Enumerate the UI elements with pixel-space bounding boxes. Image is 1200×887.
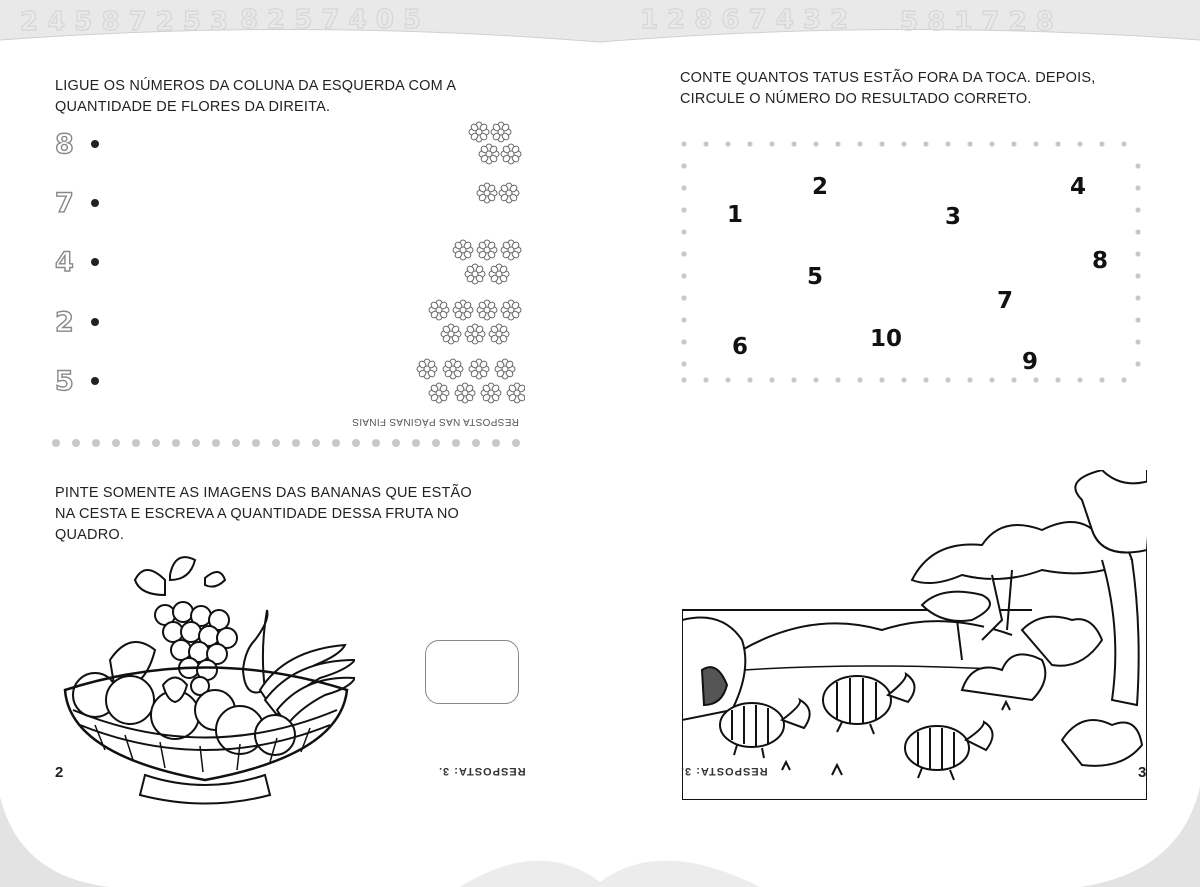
connect-dot[interactable] xyxy=(91,140,99,148)
frame-dot xyxy=(901,141,906,146)
frame-dot xyxy=(681,229,686,234)
frame-dot xyxy=(681,317,686,322)
connect-dot[interactable] xyxy=(91,258,99,266)
divider-dot xyxy=(52,439,60,447)
flower-group-icon xyxy=(427,298,525,348)
frame-dot xyxy=(923,141,928,146)
frame-dot xyxy=(813,377,818,382)
frame-dot xyxy=(835,141,840,146)
instruction-line: QUADRO. xyxy=(55,527,125,543)
page-number: 2 xyxy=(55,764,64,781)
connect-dot[interactable] xyxy=(91,199,99,207)
number-row xyxy=(55,248,525,278)
frame-dot xyxy=(1135,273,1140,278)
frame-dot xyxy=(989,141,994,146)
frame-dot xyxy=(1055,141,1060,146)
outline-number: 4 xyxy=(55,247,74,278)
frame-dot xyxy=(725,377,730,382)
frame-dot xyxy=(1135,185,1140,190)
frame-dot xyxy=(681,141,686,146)
frame-dot xyxy=(967,377,972,382)
answer-note-upside-down: RESPOSTA NAS PÁGINAS FINAIS xyxy=(352,416,519,427)
outline-number: 7 xyxy=(55,188,74,219)
frame-dot xyxy=(681,361,686,366)
divider-dot xyxy=(392,439,400,447)
frame-dot xyxy=(681,163,686,168)
frame-dot xyxy=(1135,317,1140,322)
divider-dot xyxy=(412,439,420,447)
svg-text:8 2 5 7 4 0 5: 8 2 5 7 4 0 5 xyxy=(240,5,421,35)
divider-dot xyxy=(312,439,320,447)
divider-dot xyxy=(112,439,120,447)
connect-dot[interactable] xyxy=(91,318,99,326)
exercise1-instruction xyxy=(55,76,456,118)
frame-dot xyxy=(1135,251,1140,256)
divider-dot xyxy=(512,439,520,447)
divider-dot xyxy=(92,439,100,447)
frame-dot xyxy=(681,273,686,278)
frame-dot xyxy=(1011,377,1016,382)
frame-dot xyxy=(681,207,686,212)
armadillo-scene-illustration xyxy=(682,470,1147,800)
divider-dot xyxy=(212,439,220,447)
instruction-line: QUANTIDADE DE FLORES DA DIREITA. xyxy=(55,99,331,115)
frame-dot xyxy=(945,141,950,146)
divider-dot xyxy=(272,439,280,447)
svg-text:1 2 8 6 7 4 3 2: 1 2 8 6 7 4 3 2 xyxy=(640,5,849,35)
frame-dot xyxy=(1135,361,1140,366)
frame-dot xyxy=(681,377,686,382)
divider-dot xyxy=(352,439,360,447)
frame-dot xyxy=(923,377,928,382)
number-choice[interactable]: 4 xyxy=(1070,174,1087,200)
instruction-line: CONTE QUANTOS TATUS ESTÃO FORA DA TOCA. DEPOIS, xyxy=(680,70,1096,86)
instruction-line: PINTE SOMENTE AS IMAGENS DAS BANANAS QUE ESTÃO xyxy=(55,485,472,501)
number-choice[interactable]: 6 xyxy=(732,334,749,360)
frame-dot xyxy=(791,141,796,146)
instruction-line: NA CESTA E ESCREVA A QUANTIDADE DESSA FRUTA NO xyxy=(55,506,460,522)
connect-dot[interactable] xyxy=(91,377,99,385)
svg-text:2 4 5 8 7 2 5 3: 2 4 5 8 7 2 5 3 xyxy=(20,7,229,37)
frame-dot xyxy=(1135,207,1140,212)
divider-dot xyxy=(292,439,300,447)
frame-dot xyxy=(1099,141,1104,146)
divider-dot xyxy=(452,439,460,447)
divider-dot xyxy=(252,439,260,447)
frame-dot xyxy=(967,141,972,146)
svg-text:5 8 1 7 2 8: 5 8 1 7 2 8 xyxy=(900,7,1054,37)
frame-dot xyxy=(835,377,840,382)
frame-dot xyxy=(769,141,774,146)
frame-dot xyxy=(857,377,862,382)
divider-dot xyxy=(152,439,160,447)
frame-dot xyxy=(703,377,708,382)
frame-dot xyxy=(1135,163,1140,168)
outline-number: 2 xyxy=(55,307,74,338)
frame-dot xyxy=(813,141,818,146)
frame-dot xyxy=(1011,141,1016,146)
divider-dot xyxy=(172,439,180,447)
divider-dot xyxy=(472,439,480,447)
number-choice[interactable]: 10 xyxy=(870,326,903,352)
frame-dot xyxy=(1033,377,1038,382)
frame-dot xyxy=(681,295,686,300)
divider-dot xyxy=(492,439,500,447)
frame-dot xyxy=(879,141,884,146)
exercise3-instruction xyxy=(680,68,1095,110)
frame-dot xyxy=(1055,377,1060,382)
frame-dot xyxy=(901,377,906,382)
frame-dot xyxy=(989,377,994,382)
frame-dot xyxy=(681,185,686,190)
outline-number: 8 xyxy=(55,129,74,160)
frame-dot xyxy=(857,141,862,146)
number-choice[interactable]: 3 xyxy=(945,204,962,230)
frame-dot xyxy=(1099,377,1104,382)
divider-dot xyxy=(72,439,80,447)
frame-dot xyxy=(791,377,796,382)
frame-dot xyxy=(725,141,730,146)
instruction-line: LIGUE OS NÚMEROS DA COLUNA DA ESQUERDA COM A xyxy=(55,78,457,94)
frame-dot xyxy=(1135,229,1140,234)
outline-number: 5 xyxy=(55,366,74,397)
number-choice[interactable]: 7 xyxy=(997,288,1014,314)
frame-dot xyxy=(1033,141,1038,146)
frame-dot xyxy=(1135,339,1140,344)
footer-answer-upside-down: RESPOSTA: 3. xyxy=(680,765,768,777)
number-row xyxy=(55,189,525,219)
frame-dot xyxy=(681,251,686,256)
instruction-line: CIRCULE O NÚMERO DO RESULTADO CORRETO. xyxy=(680,91,1032,107)
number-choice[interactable]: 1 xyxy=(727,202,744,228)
page-number: 3 xyxy=(1138,764,1147,781)
number-choice[interactable]: 5 xyxy=(807,264,824,290)
frame-dot xyxy=(1077,141,1082,146)
frame-dot xyxy=(1121,141,1126,146)
frame-dot xyxy=(879,377,884,382)
number-choice[interactable]: 9 xyxy=(1022,349,1039,375)
number-row xyxy=(55,308,525,338)
flower-group-icon xyxy=(415,357,525,407)
frame-dot xyxy=(747,141,752,146)
divider-dot xyxy=(232,439,240,447)
answer-box[interactable] xyxy=(425,640,519,704)
number-choice[interactable]: 8 xyxy=(1092,248,1109,274)
frame-dot xyxy=(1135,295,1140,300)
frame-dot xyxy=(945,377,950,382)
divider-dot xyxy=(132,439,140,447)
section-divider-dots xyxy=(52,439,522,449)
number-choice[interactable]: 2 xyxy=(812,174,829,200)
divider-dot xyxy=(432,439,440,447)
divider-dot xyxy=(332,439,340,447)
flower-group-icon xyxy=(451,238,525,288)
divider-dot xyxy=(192,439,200,447)
frame-dot xyxy=(1121,377,1126,382)
number-row xyxy=(55,367,525,397)
frame-dot xyxy=(681,339,686,344)
frame-dot xyxy=(747,377,752,382)
number-row xyxy=(55,130,525,160)
right-page xyxy=(600,0,1200,887)
frame-dot xyxy=(1077,377,1082,382)
footer-answer-upside-down: RESPOSTA: 3. xyxy=(438,765,526,777)
flower-group-icon xyxy=(473,179,525,209)
fruit-basket-illustration xyxy=(55,550,355,810)
flower-group-icon xyxy=(465,120,525,168)
divider-dot xyxy=(372,439,380,447)
exercise2-instruction xyxy=(55,483,472,546)
frame-dot xyxy=(769,377,774,382)
frame-dot xyxy=(703,141,708,146)
